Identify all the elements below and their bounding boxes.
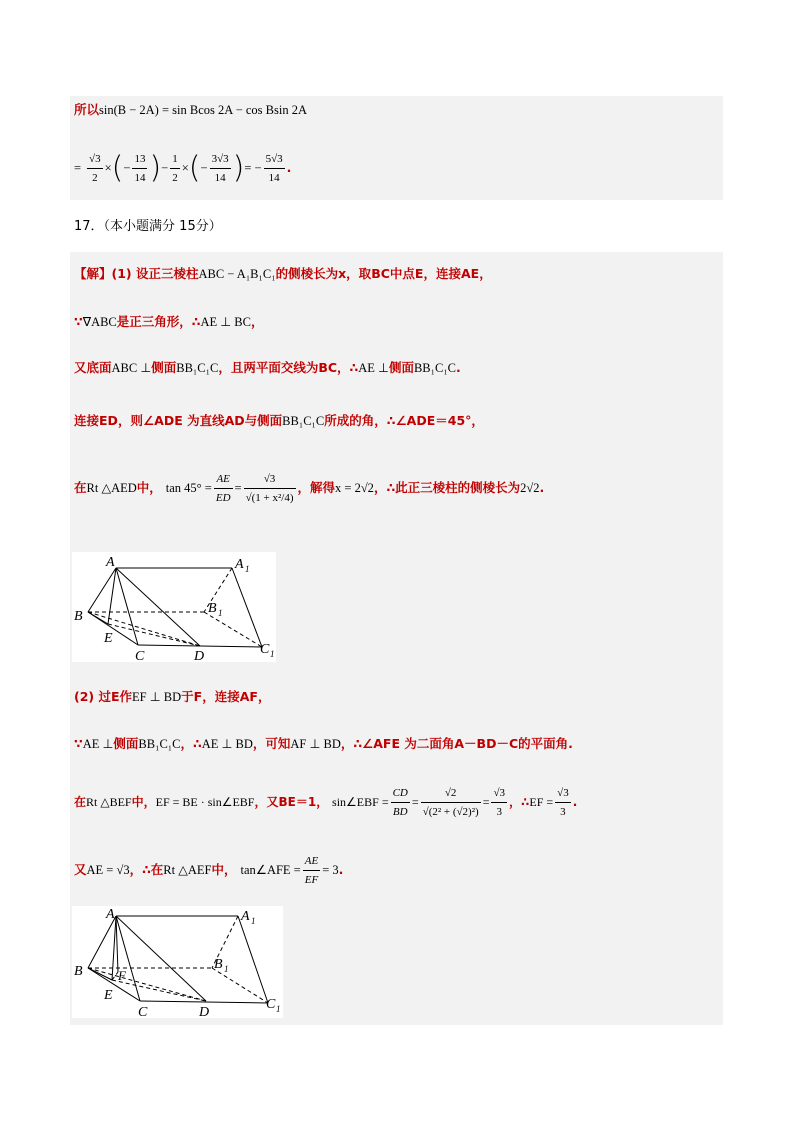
fraction: $\frac{13}{14}$ [132,150,147,187]
svg-text:1: 1 [218,608,223,618]
svg-text:1: 1 [251,916,256,926]
part2-line4: 又AE = √3，∴在Rt △AEF中， tan∠AFE = $\frac{AE}{EF}$ = 3. [74,852,343,889]
svg-text:1: 1 [270,649,275,659]
vertex-label: B [74,609,83,624]
part1-line2: ∵∇ABC是正三角形，∴AE ⊥ BC， [74,314,264,329]
prism-diagram [72,906,283,1018]
part1-line4: 连接ED，则∠ADE 为直线AD与侧面BB₁C₁C所成的角，∴∠ADE＝45°， [74,413,484,428]
part1-line5: 在Rt △AED中， tan 45° = $\frac{AE}{ED}$ = $\frac{√3}{\text{√(1 + x²/4)}}$ ，解得x = 2√2，∴此正三棱柱的侧棱长为2√2. [74,470,544,507]
fraction: $\frac{1}{2}$ [170,150,180,187]
vertex-label: C [266,997,276,1012]
vertex-label: A [241,909,250,924]
vertex-label: A [235,557,244,572]
svg-text:1: 1 [224,964,229,974]
question-17-header: 17．（本小题满分 15分） [74,219,222,234]
vertex-label: F [118,968,126,983]
fraction: $\frac{5√3}{14}$ [264,150,285,187]
prism-diagram [72,552,276,662]
fraction: $\frac{AE}{EF}$ [303,852,320,889]
fraction: $\frac{√3}{3}$ [555,784,571,821]
vertex-label: B [208,601,217,616]
prism-figure-1 [72,552,276,662]
vertex-label: D [194,649,205,662]
fraction: $\frac{√3}{2}$ [87,150,103,187]
part1-line1: 【解】(1) 设正三棱柱ABC − A₁B₁C₁的侧棱长为x，取BC中点E，连接AE， [74,266,492,281]
vertex-label: E [104,631,113,646]
vertex-label: A [106,907,115,922]
prism-figure-2 [72,906,283,1018]
part2-line2: ∵AE ⊥侧面BB₁C₁C，∴AE ⊥ BD，可知AF ⊥ BD，∴∠AFE 为二面角A－BD－C的平面角. [74,736,573,751]
fraction: $\frac{3√3}{14}$ [210,150,231,187]
vertex-label: C [135,649,145,662]
vertex-label: B [214,957,223,972]
vertex-label: C [138,1005,148,1018]
fraction: $\frac{√2}{\text{√(2² + (√2)²)}}$ [421,784,481,821]
svg-text:1: 1 [276,1004,281,1014]
vertex-label: D [199,1005,210,1018]
vertex-label: E [104,988,113,1003]
vertex-label: A [106,555,115,570]
fraction: $\frac{CD}{BD}$ [391,784,410,821]
fraction: $\frac{√3}{3}$ [491,784,507,821]
vertex-label: B [74,964,83,979]
fraction: $\frac{AE}{ED}$ [214,470,233,507]
part2-line3: 在Rt △BEF中，EF = BE · sin∠EBF，又BE＝1， sin∠EBF = $\frac{CD}{BD}$ = $\frac{√2}{\text{√(2² + (√2)²)}}$ = $\frac{√3}{3}$ ，∴EF = $\frac{√3}{3}$ . [74,784,577,821]
fraction: $\frac{√3}{\text{√(1 + x²/4)}}$ [244,470,296,507]
line-sin-expansion: 所以sin(B − 2A) = sin Bcos 2A − cos Bsin 2A [74,102,307,117]
part1-line3: 又底面ABC ⊥侧面BB₁C₁C，且两平面交线为BC，∴AE ⊥侧面BB₁C₁C. [74,360,461,375]
svg-text:1: 1 [245,564,250,574]
vertex-label: C [260,642,270,657]
part2-line1: (2) 过E作EF ⊥ BD于F，连接AF， [74,689,271,704]
line-sin-value: = $\frac{√3}{2}$ ×(− $\frac{13}{14}$ )− $\frac{1}{2}$ ×(− $\frac{3√3}{14}$ )= − $\frac{5√3}{14}$ . [74,150,292,186]
sin-expansion-math: sin(B − 2A) = sin Bcos 2A − cos Bsin 2A [99,103,307,117]
